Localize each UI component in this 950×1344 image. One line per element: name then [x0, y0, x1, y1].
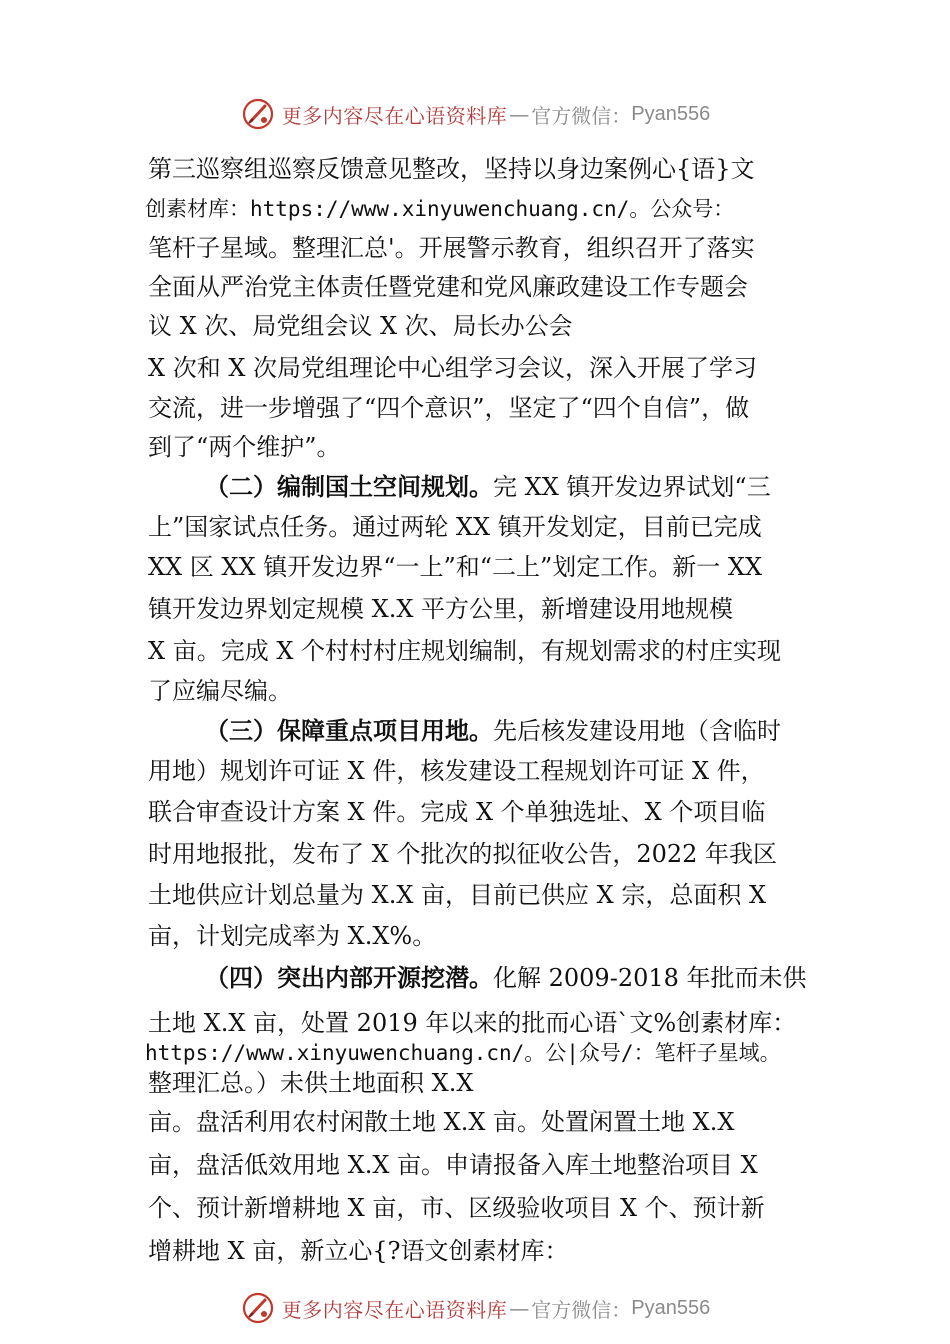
pen-seal-logo-icon: [240, 96, 276, 132]
text-line: X 亩。完成 X 个村村村庄规划编制，有规划需求的村庄实现: [148, 637, 782, 665]
text-line: 时用地报批，发布了 X 个批次的拟征收公告，2022 年我区: [148, 840, 778, 868]
text-line: 完 XX 镇开发边界试划“三: [493, 473, 771, 501]
text-line: 亩，计划完成率为 X.X%。: [148, 922, 437, 950]
text-line: https://www.xinyuwenchuang.cn/。公|众号/：笔杆子星域。: [145, 1041, 781, 1065]
header-watermark-banner: [0, 94, 950, 134]
text-line: 议 X 次、局党组会议 X 次、局长办公会: [148, 312, 573, 340]
text-line: XX 区 XX 镇开发边界“一上”和“二上”划定工作。新一 XX: [148, 553, 763, 581]
text-line: 到了“两个维护”。: [148, 433, 341, 461]
text-line: 创素材库：https://www.xinyuwenchuang.cn/。公众号：: [145, 197, 735, 221]
text-line: X 次和 X 次局党组理论中心组学习会议，深入开展了学习: [148, 354, 758, 382]
banner-site-name: 更多内容尽在心语资料库: [281, 103, 508, 128]
text-line: 土地 X.X 亩，处置 2019 年以来的批而心语`文%创素材库：: [148, 1009, 797, 1037]
banner-wechat-id: Pyan556: [631, 102, 711, 125]
footer-watermark-banner: [0, 1288, 950, 1328]
banner-dash: —: [509, 1296, 530, 1320]
text-line: 了应编尽编。: [148, 677, 292, 705]
text-line: 化解 2009-2018 年批而未供: [493, 964, 807, 992]
banner-official-label: 官方微信：: [531, 1297, 632, 1322]
section-heading: （三）保障重点项目用地。: [205, 716, 493, 745]
text-line: 亩。盘活利用农村闲散土地 X.X 亩。处置闲置土地 X.X: [148, 1108, 735, 1136]
banner-dash: —: [509, 102, 530, 126]
section-heading: （四）突出内部开源挖潜。: [205, 963, 493, 992]
text-line: 全面从严治党主体责任暨党建和党风廉政建设工作专题会: [148, 273, 748, 301]
text-line: 第三巡察组巡察反馈意见整改，坚持以身边案例心{语}文: [148, 155, 755, 183]
text-line: 上”国家试点任务。通过两轮 XX 镇开发划定，目前已完成: [148, 513, 762, 541]
section-line: [205, 716, 781, 746]
text-line: 增耕地 X 亩，新立心{?语文创素材库：: [148, 1237, 569, 1265]
text-line: 个、预计新增耕地 X 亩，市、区级验收项目 X 个、预计新: [148, 1194, 765, 1222]
text-line: 联合审查设计方案 X 件。完成 X 个单独选址、X 个项目临: [148, 798, 766, 826]
text-line: 镇开发边界划定规模 X.X 平方公里，新增建设用地规模: [148, 595, 734, 623]
section-heading: （二）编制国土空间规划。: [205, 472, 493, 501]
text-line: 交流，进一步增强了“四个意识”，坚定了“四个自信”，做: [148, 394, 750, 422]
text-line: 土地供应计划总量为 X.X 亩，目前已供应 X 宗，总面积 X: [148, 881, 767, 909]
banner-official-label: 官方微信：: [531, 103, 632, 128]
text-line: 亩，盘活低效用地 X.X 亩。申请报备入库土地整治项目 X: [148, 1151, 758, 1179]
section-line: [205, 472, 771, 502]
banner-wechat-id: Pyan556: [631, 1296, 711, 1319]
text-line: 先后核发建设用地（含临时: [493, 717, 781, 745]
section-line: [205, 963, 807, 993]
pen-seal-logo-icon: [240, 1290, 276, 1326]
text-line: 用地）规划许可证 X 件，核发建设工程规划许可证 X 件，: [148, 757, 765, 785]
text-line: 整理汇总。）未供土地面积 X.X: [148, 1069, 474, 1097]
banner-site-name: 更多内容尽在心语资料库: [281, 1297, 508, 1322]
text-line: 笔杆子星域。整理汇总'。开展警示教育，组织召开了落实: [148, 234, 755, 262]
